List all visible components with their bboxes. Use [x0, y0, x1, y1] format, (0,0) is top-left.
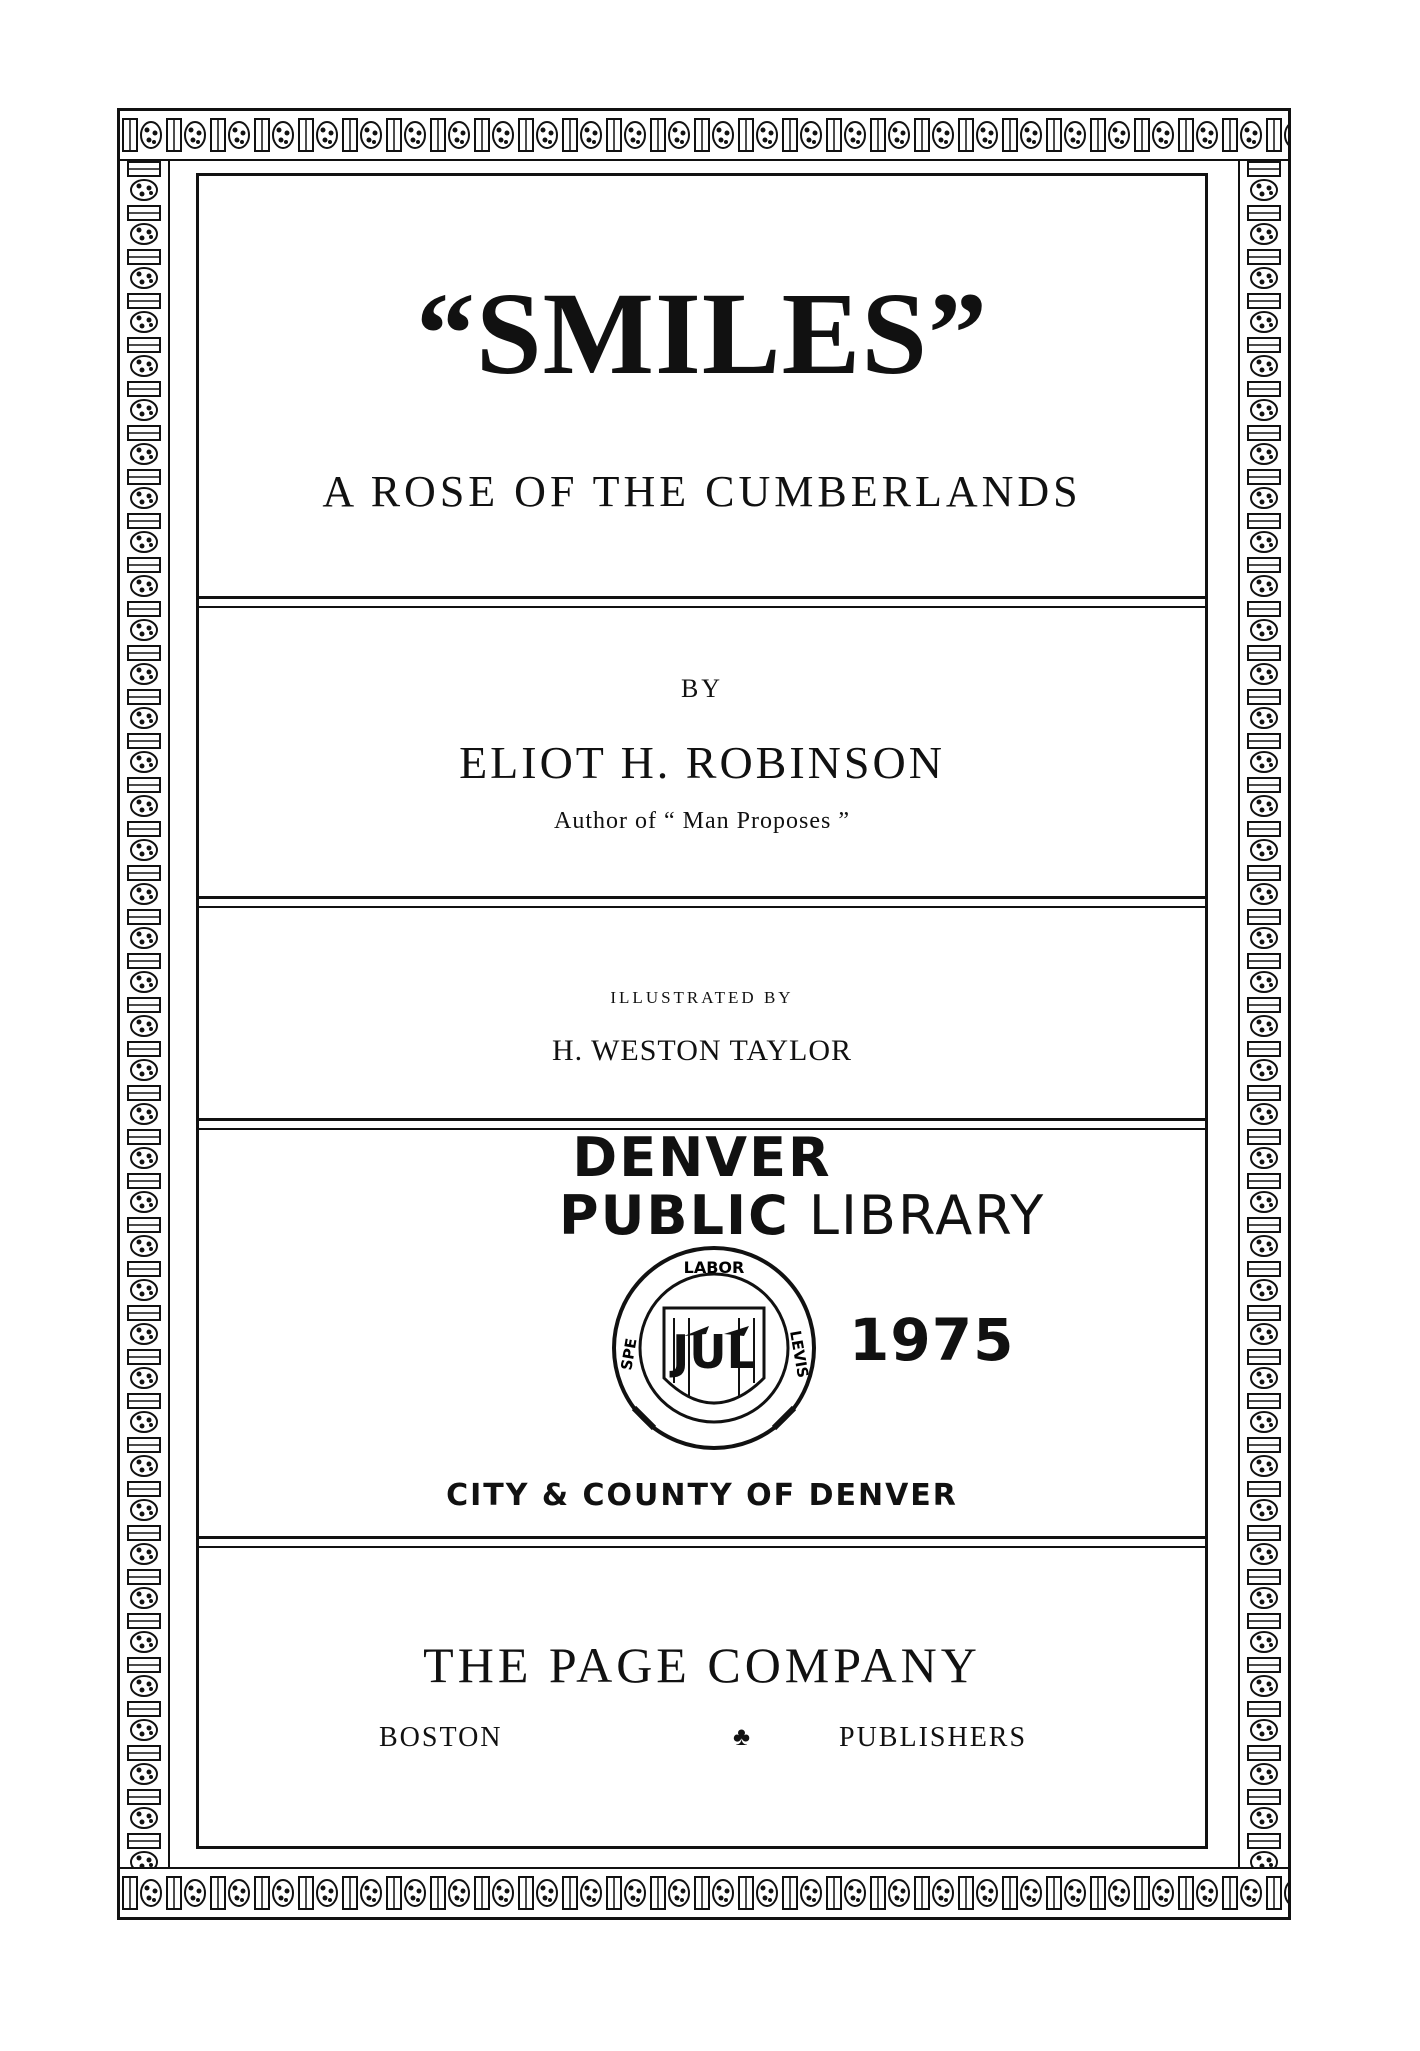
author-note: Author of “ Man Proposes ” — [554, 808, 850, 834]
by-label: BY — [680, 674, 724, 703]
divider-rule-2 — [199, 896, 1205, 899]
book-subtitle: A ROSE OF THE CUMBERLANDS — [322, 467, 1082, 516]
illustrated-by-label: ILLUSTRATED BY — [610, 988, 794, 1007]
seal-text-top: LABOR — [683, 1258, 745, 1277]
book-title: “SMILES” — [416, 268, 988, 399]
ornamental-border — [117, 108, 1291, 1920]
imprint-ornament-icon: ♣ — [733, 1722, 753, 1751]
library-stamp — [199, 1126, 1205, 1513]
stamp-year: 1975 — [849, 1306, 1015, 1374]
library-seal-icon — [594, 1238, 834, 1458]
stamp-word-library: LIBRARY — [789, 1184, 1046, 1247]
stamp-month: JUL — [672, 1325, 756, 1379]
illustrator-name: H. WESTON TAYLOR — [551, 1034, 853, 1067]
border-band-top — [120, 111, 1288, 161]
divider-rule-3 — [199, 1118, 1205, 1121]
stamp-word-public: PUBLIC — [559, 1184, 790, 1247]
divider-rule-4 — [199, 1536, 1205, 1539]
imprint-city: BOSTON — [379, 1722, 503, 1753]
seal-text-left: SPE — [617, 1336, 641, 1372]
stamp-line-denver: DENVER — [572, 1126, 832, 1189]
border-band-left — [120, 159, 170, 1869]
publisher-name: THE PAGE COMPANY — [423, 1637, 981, 1693]
stamp-line-city-county: CITY & COUNTY OF DENVER — [446, 1478, 958, 1513]
border-band-right — [1238, 159, 1288, 1869]
imprint-role: PUBLISHERS — [839, 1722, 1028, 1753]
divider-rule-1 — [199, 596, 1205, 599]
author-name: ELIOT H. ROBINSON — [459, 737, 945, 788]
seal-text-right: LEVIS — [786, 1329, 813, 1380]
title-panel — [196, 173, 1208, 1849]
border-band-bottom — [120, 1867, 1288, 1917]
